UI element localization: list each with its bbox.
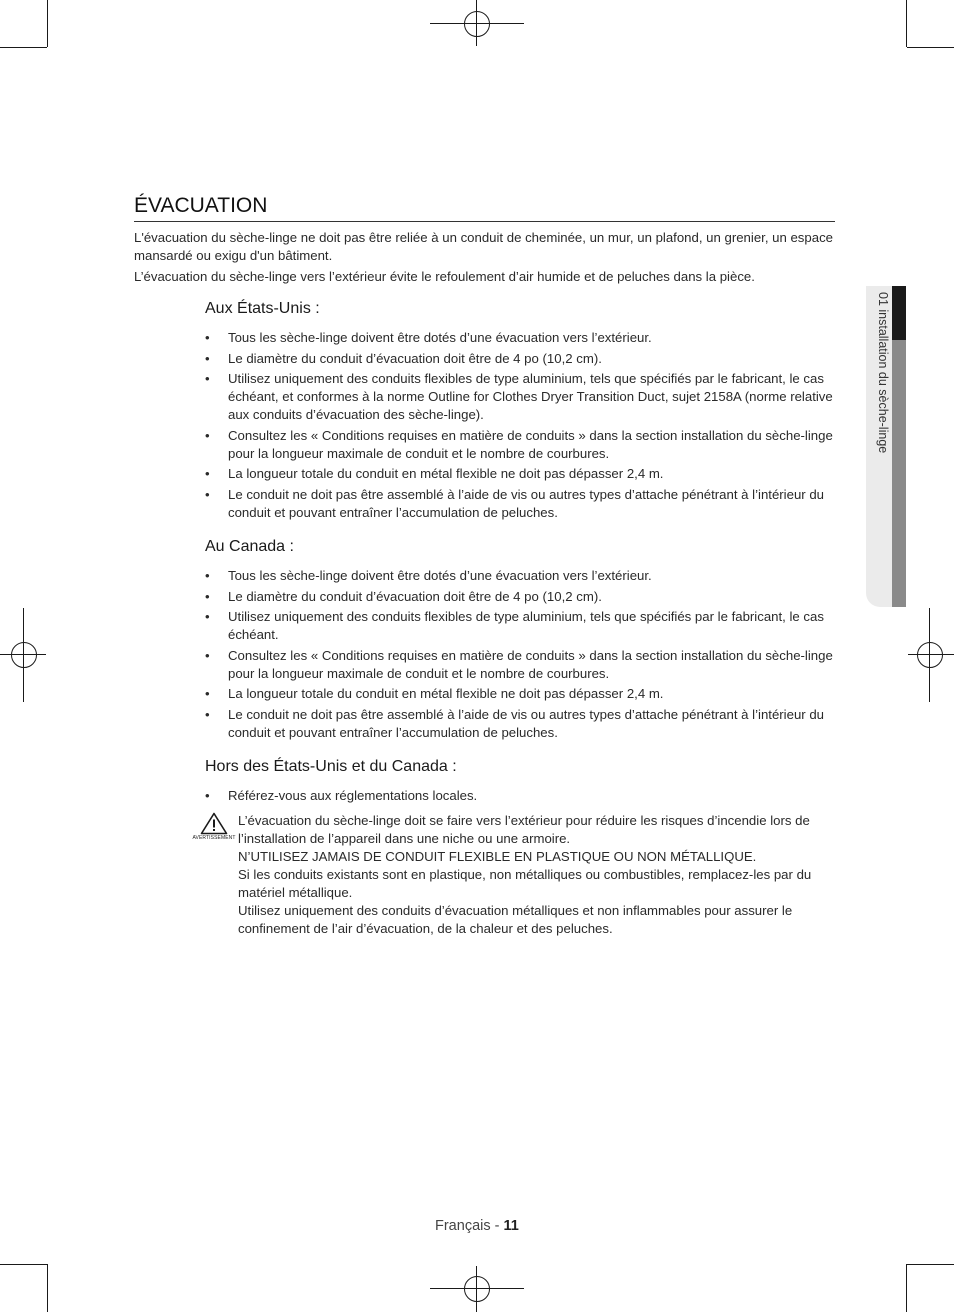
section-heading: Aux États-Unis :	[205, 300, 320, 317]
list-item: • La longueur totale du conduit en métal flexible ne doit pas dépasser 2,4 m.	[205, 465, 835, 483]
registration-mark-right-v	[929, 608, 930, 702]
crop-mark-top-left-h	[0, 47, 47, 48]
section-heading: Hors des États-Unis et du Canada :	[205, 758, 457, 775]
crop-mark-bottom-right-h	[907, 1264, 954, 1265]
bullet-list	[205, 329, 835, 522]
footer-separator: -	[490, 1218, 504, 1234]
registration-mark-right-h	[908, 654, 954, 655]
list-item: • Consultez les « Conditions requises en matière de conduits » dans la section installation du sèche-linge pour la longueur maximale de conduit et le nombre de courbures.	[205, 647, 835, 683]
crop-mark-top-right-v	[906, 0, 907, 47]
warning-icon-group	[192, 812, 236, 841]
list-item: • Le conduit ne doit pas être assemblé à l’aide de vis ou autres types d’attache pénétrant à l’intérieur du conduit et pouvant entraîner l’accumulation de peluches.	[205, 706, 835, 742]
warning-label: AVERTISSEMENT	[192, 835, 236, 841]
list-item: • Utilisez uniquement des conduits flexibles de type aluminium, tels que spécifiés par le fabricant, le cas échéant, et conformes à la norme Outline for Clothes Dryer Transition Duct, sujet 2158A (norme relative aux conduits d’évacuation des sèche-linge).	[205, 370, 835, 424]
intro-paragraph-1: L'évacuation du sèche-linge ne doit pas être reliée à un conduit de cheminée, un mur, un plafond, un grenier, un espace mansardé ou exigu d'un bâtiment.	[134, 230, 834, 263]
warning-line: L’évacuation du sèche-linge doit se faire vers l’extérieur pour réduire les risques d’incendie lors de l’installation de l’appareil dans une niche ou une armoire.	[238, 813, 810, 846]
bullet-list	[205, 787, 835, 805]
section-heading: Au Canada :	[205, 538, 294, 555]
list-item: • Référez-vous aux réglementations locales.	[205, 787, 835, 805]
list-item: • Le conduit ne doit pas être assemblé à l’aide de vis ou autres types d’attache pénétrant à l’intérieur du conduit et pouvant entraîner l’accumulation de peluches.	[205, 486, 835, 522]
page-number: 11	[503, 1218, 519, 1234]
registration-mark-right	[917, 642, 943, 668]
warning-line: N’UTILISEZ JAMAIS DE CONDUIT FLEXIBLE EN PLASTIQUE OU NON MÉTALLIQUE.	[238, 849, 757, 864]
warning-line: Si les conduits existants sont en plastique, non métalliques ou combustibles, remplacez-les par du matériel métallique.	[238, 867, 812, 900]
chapter-tab-bar	[892, 340, 906, 607]
warning-triangle-icon	[200, 812, 228, 835]
registration-mark-top	[464, 11, 490, 37]
intro-paragraph-2: L’évacuation du sèche-linge vers l’extérieur évite le refoulement d’air humide et de peluches dans la pièce.	[134, 269, 755, 284]
list-item: • Le diamètre du conduit d’évacuation doit être de 4 po (10,2 cm).	[205, 588, 835, 606]
list-item: • Tous les sèche-linge doivent être dotés d’une évacuation vers l’extérieur.	[205, 329, 835, 347]
chapter-tab-label: 01 installation du sèche-linge	[876, 292, 890, 454]
page-title: ÉVACUATION	[134, 193, 835, 222]
crop-mark-top-left-v	[47, 0, 48, 47]
list-item: • Le diamètre du conduit d’évacuation doit être de 4 po (10,2 cm).	[205, 350, 835, 368]
section-usa	[205, 299, 835, 525]
bullet-list	[205, 567, 835, 742]
warning-text	[238, 812, 835, 938]
list-item: • Tous les sèche-linge doivent être dotés d’une évacuation vers l’extérieur.	[205, 567, 835, 585]
chapter-tab-marker	[892, 286, 906, 340]
page-footer	[435, 1218, 519, 1234]
crop-mark-bottom-left-v	[47, 1264, 48, 1312]
list-item: • Consultez les « Conditions requises en matière de conduits » dans la section installation du sèche-linge pour la longueur maximale de conduit et le nombre de courbures.	[205, 427, 835, 463]
registration-mark-top-v	[476, 0, 477, 46]
registration-mark-top-h	[430, 23, 524, 24]
list-item: • Utilisez uniquement des conduits flexibles de type aluminium, tels que spécifiés par le fabricant, le cas échéant.	[205, 608, 835, 644]
registration-mark-bottom-h	[430, 1288, 524, 1289]
crop-mark-bottom-right-v	[906, 1264, 907, 1312]
crop-mark-bottom-left-h	[0, 1264, 47, 1265]
section-canada	[205, 537, 835, 745]
registration-mark-left-v	[23, 608, 24, 702]
crop-mark-top-right-h	[907, 47, 954, 48]
list-item: • La longueur totale du conduit en métal flexible ne doit pas dépasser 2,4 m.	[205, 685, 835, 703]
footer-language: Français	[435, 1218, 491, 1234]
section-other-countries	[205, 757, 835, 808]
registration-mark-bottom-v	[476, 1266, 477, 1312]
registration-mark-left	[11, 642, 37, 668]
warning-line: Utilisez uniquement des conduits d’évacuation métalliques et non inflammables pour assurer le confinement de l’air d’évacuation, de la chaleur et des peluches.	[238, 903, 793, 936]
registration-mark-bottom	[464, 1276, 490, 1302]
